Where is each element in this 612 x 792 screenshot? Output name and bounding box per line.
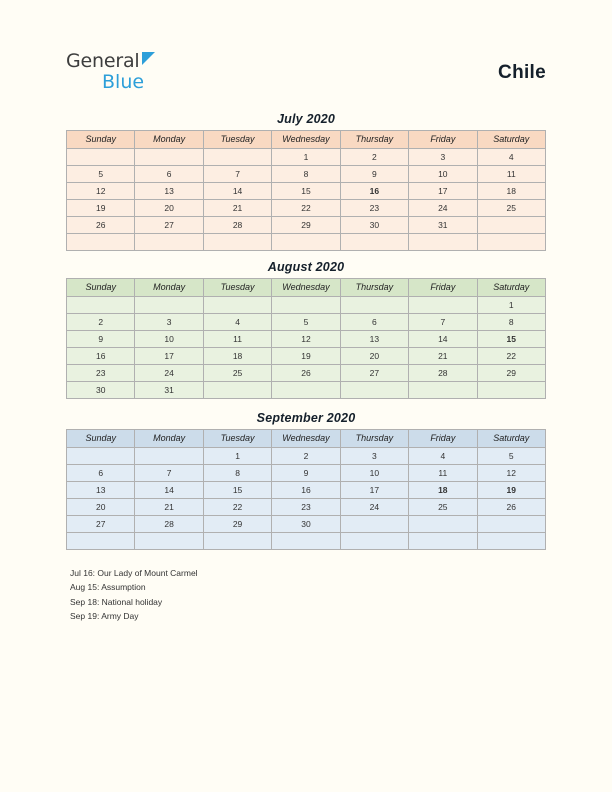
day-cell: 3: [409, 149, 477, 166]
day-cell: 30: [340, 217, 408, 234]
day-cell: 15: [203, 482, 271, 499]
empty-day-cell: [135, 533, 203, 550]
empty-day-cell: [272, 297, 340, 314]
day-cell: 25: [203, 365, 271, 382]
weekday-tuesday: Tuesday: [203, 430, 271, 448]
day-cell: 12: [272, 331, 340, 348]
day-cell: 23: [67, 365, 135, 382]
general-blue-logo: [66, 52, 155, 92]
day-cell: 18: [203, 348, 271, 365]
day-cell: 17: [409, 183, 477, 200]
weekday-sunday: Sunday: [67, 430, 135, 448]
day-cell: 25: [409, 499, 477, 516]
weekday-thursday: Thursday: [340, 430, 408, 448]
empty-day-cell: [272, 533, 340, 550]
day-cell: 20: [340, 348, 408, 365]
day-cell: 7: [409, 314, 477, 331]
empty-day-cell: [272, 234, 340, 251]
empty-day-cell: [135, 234, 203, 251]
holiday-day-cell: 18: [409, 482, 477, 499]
empty-day-cell: [67, 448, 135, 465]
weekday-header-row: [67, 430, 546, 448]
month-table-july: [66, 130, 546, 251]
week-row: [67, 217, 546, 234]
day-cell: 2: [272, 448, 340, 465]
empty-day-cell: [340, 533, 408, 550]
day-cell: 23: [272, 499, 340, 516]
day-cell: 5: [477, 448, 545, 465]
day-cell: 17: [340, 482, 408, 499]
day-cell: 9: [340, 166, 408, 183]
empty-day-cell: [409, 297, 477, 314]
month-title-july: July 2020: [276, 112, 336, 126]
day-cell: 21: [409, 348, 477, 365]
day-cell: 22: [203, 499, 271, 516]
weekday-saturday: Saturday: [477, 279, 545, 297]
day-cell: 4: [477, 149, 545, 166]
day-cell: 1: [272, 149, 340, 166]
day-cell: 13: [67, 482, 135, 499]
day-cell: 20: [67, 499, 135, 516]
weekday-header-row: [67, 279, 546, 297]
day-cell: 17: [135, 348, 203, 365]
empty-day-cell: [203, 149, 271, 166]
holiday-note: Sep 19: Army Day: [70, 611, 139, 622]
weekday-tuesday: Tuesday: [203, 279, 271, 297]
month-body-august: [67, 297, 546, 399]
day-cell: 9: [272, 465, 340, 482]
day-cell: 21: [135, 499, 203, 516]
day-cell: 19: [272, 348, 340, 365]
weekday-monday: Monday: [135, 131, 203, 149]
day-cell: 22: [272, 200, 340, 217]
day-cell: 10: [340, 465, 408, 482]
day-cell: 14: [203, 183, 271, 200]
day-cell: 16: [67, 348, 135, 365]
day-cell: 11: [477, 166, 545, 183]
day-cell: 28: [203, 217, 271, 234]
empty-day-cell: [409, 382, 477, 399]
day-cell: 27: [340, 365, 408, 382]
weekday-friday: Friday: [409, 279, 477, 297]
calendar-july: [66, 112, 546, 251]
day-cell: 18: [477, 183, 545, 200]
day-cell: 27: [135, 217, 203, 234]
empty-day-cell: [67, 234, 135, 251]
empty-day-cell: [135, 448, 203, 465]
day-cell: 13: [340, 331, 408, 348]
day-cell: 16: [272, 482, 340, 499]
weekday-monday: Monday: [135, 430, 203, 448]
day-cell: 27: [67, 516, 135, 533]
week-row: [67, 331, 546, 348]
day-cell: 7: [203, 166, 271, 183]
page-header: [0, 46, 612, 106]
day-cell: 26: [67, 217, 135, 234]
empty-day-cell: [135, 149, 203, 166]
day-cell: 7: [135, 465, 203, 482]
empty-day-cell: [340, 516, 408, 533]
day-cell: 26: [477, 499, 545, 516]
day-cell: 5: [67, 166, 135, 183]
weekday-saturday: Saturday: [477, 430, 545, 448]
week-row: [67, 314, 546, 331]
logo-blue-text: Blue: [102, 71, 145, 93]
empty-day-cell: [340, 382, 408, 399]
day-cell: 3: [340, 448, 408, 465]
day-cell: 14: [409, 331, 477, 348]
day-cell: 28: [409, 365, 477, 382]
empty-day-cell: [203, 297, 271, 314]
day-cell: 24: [409, 200, 477, 217]
empty-day-cell: [409, 234, 477, 251]
day-cell: 25: [477, 200, 545, 217]
day-cell: 31: [135, 382, 203, 399]
empty-day-cell: [135, 297, 203, 314]
day-cell: 4: [409, 448, 477, 465]
week-row: [67, 200, 546, 217]
day-cell: 29: [272, 217, 340, 234]
holiday-notes: [66, 566, 466, 624]
day-cell: 13: [135, 183, 203, 200]
day-cell: 12: [477, 465, 545, 482]
empty-day-cell: [203, 533, 271, 550]
logo-general-text: General: [66, 50, 140, 72]
day-cell: 2: [340, 149, 408, 166]
weekday-friday: Friday: [409, 430, 477, 448]
month-table-september: [66, 429, 546, 550]
week-row: [67, 348, 546, 365]
day-cell: 9: [67, 331, 135, 348]
weekday-sunday: Sunday: [67, 131, 135, 149]
day-cell: 2: [67, 314, 135, 331]
holiday-day-cell: 19: [477, 482, 545, 499]
day-cell: 21: [203, 200, 271, 217]
day-cell: 10: [135, 331, 203, 348]
weekday-friday: Friday: [409, 131, 477, 149]
day-cell: 24: [135, 365, 203, 382]
weekday-saturday: Saturday: [477, 131, 545, 149]
country-title: Chile: [498, 62, 546, 83]
holiday-note: Aug 15: Assumption: [70, 582, 146, 593]
day-cell: 11: [409, 465, 477, 482]
day-cell: 11: [203, 331, 271, 348]
weekday-header-row: [67, 131, 546, 149]
empty-day-cell: [203, 382, 271, 399]
month-body-july: [67, 149, 546, 251]
empty-day-cell: [477, 234, 545, 251]
holiday-day-cell: 16: [340, 183, 408, 200]
week-row: [67, 482, 546, 499]
day-cell: 29: [203, 516, 271, 533]
day-cell: 5: [272, 314, 340, 331]
empty-day-cell: [477, 382, 545, 399]
week-row: [67, 465, 546, 482]
day-cell: 19: [67, 200, 135, 217]
day-cell: 6: [67, 465, 135, 482]
day-cell: 14: [135, 482, 203, 499]
day-cell: 8: [477, 314, 545, 331]
week-row: [67, 448, 546, 465]
day-cell: 23: [340, 200, 408, 217]
week-row: [67, 149, 546, 166]
day-cell: 30: [272, 516, 340, 533]
empty-day-cell: [409, 533, 477, 550]
day-cell: 28: [135, 516, 203, 533]
weekday-thursday: Thursday: [340, 279, 408, 297]
day-cell: 12: [67, 183, 135, 200]
empty-day-cell: [477, 516, 545, 533]
day-cell: 31: [409, 217, 477, 234]
day-cell: 1: [477, 297, 545, 314]
holiday-day-cell: 15: [477, 331, 545, 348]
day-cell: 22: [477, 348, 545, 365]
day-cell: 6: [340, 314, 408, 331]
month-body-september: [67, 448, 546, 550]
weekday-monday: Monday: [135, 279, 203, 297]
day-cell: 30: [67, 382, 135, 399]
day-cell: 10: [409, 166, 477, 183]
day-cell: 8: [272, 166, 340, 183]
weekday-wednesday: Wednesday: [272, 279, 340, 297]
empty-day-cell: [67, 533, 135, 550]
weekday-thursday: Thursday: [340, 131, 408, 149]
empty-day-cell: [272, 382, 340, 399]
week-row: [67, 365, 546, 382]
weekday-wednesday: Wednesday: [272, 131, 340, 149]
logo-line-one: [66, 52, 155, 71]
empty-day-cell: [340, 234, 408, 251]
logo-triangle-icon: [142, 52, 155, 65]
empty-day-cell: [67, 149, 135, 166]
empty-day-cell: [203, 234, 271, 251]
weekday-sunday: Sunday: [67, 279, 135, 297]
day-cell: 3: [135, 314, 203, 331]
week-row: [67, 516, 546, 533]
holiday-note: Jul 16: Our Lady of Mount Carmel: [70, 568, 198, 578]
day-cell: 15: [272, 183, 340, 200]
empty-day-cell: [477, 533, 545, 550]
month-table-august: [66, 278, 546, 399]
week-row: [67, 166, 546, 183]
week-row: [67, 234, 546, 251]
week-row: [67, 297, 546, 314]
day-cell: 20: [135, 200, 203, 217]
month-title-august: August 2020: [267, 260, 345, 274]
weekday-wednesday: Wednesday: [272, 430, 340, 448]
empty-day-cell: [340, 297, 408, 314]
day-cell: 26: [272, 365, 340, 382]
day-cell: 8: [203, 465, 271, 482]
week-row: [67, 499, 546, 516]
empty-day-cell: [409, 516, 477, 533]
week-row: [67, 533, 546, 550]
day-cell: 24: [340, 499, 408, 516]
holiday-note: Sep 18: National holiday: [70, 596, 163, 607]
day-cell: 1: [203, 448, 271, 465]
month-title-september: September 2020: [256, 411, 356, 425]
calendar-august: [66, 260, 546, 399]
day-cell: 6: [135, 166, 203, 183]
calendar-september: [66, 411, 546, 550]
day-cell: 4: [203, 314, 271, 331]
week-row: [67, 183, 546, 200]
weekday-tuesday: Tuesday: [203, 131, 271, 149]
empty-day-cell: [67, 297, 135, 314]
empty-day-cell: [477, 217, 545, 234]
week-row: [67, 382, 546, 399]
day-cell: 29: [477, 365, 545, 382]
